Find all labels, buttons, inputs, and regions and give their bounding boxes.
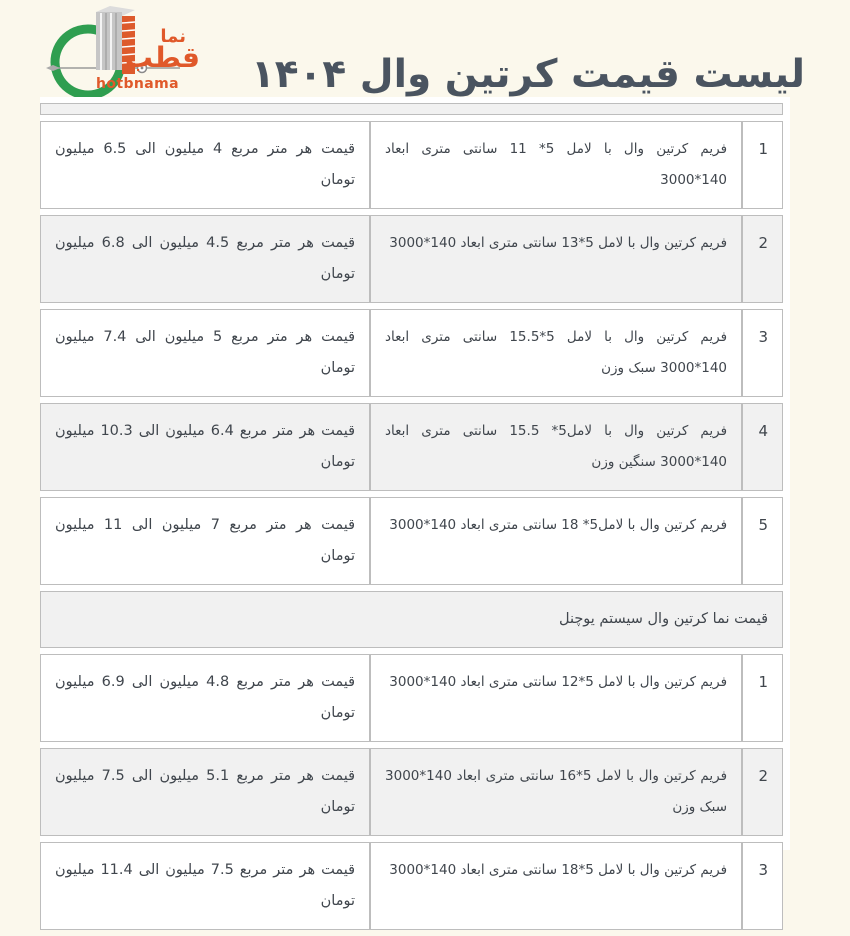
cutoff-row-group bbox=[40, 103, 783, 115]
row-number: 3 bbox=[742, 842, 783, 930]
price-table bbox=[40, 97, 783, 936]
price-cell: قیمت هر متر مربع 6.4 میلیون الی 10.3 میلیون تومان bbox=[40, 403, 370, 491]
ghotbnama-logo[interactable] bbox=[38, 4, 228, 104]
row-number: 4 bbox=[742, 403, 783, 491]
row-number: 1 bbox=[742, 121, 783, 209]
row-number: 2 bbox=[742, 748, 783, 836]
logo-persian-text-top: نما bbox=[160, 26, 186, 47]
section-header: قیمت نما کرتین وال سیستم یوچنل bbox=[40, 591, 783, 648]
cutoff-row-cell bbox=[40, 103, 783, 115]
table-row bbox=[40, 497, 783, 585]
table-row bbox=[40, 403, 783, 491]
table-row bbox=[40, 309, 783, 397]
section-header-group bbox=[40, 591, 783, 648]
row-number: 3 bbox=[742, 309, 783, 397]
table-row bbox=[40, 842, 783, 930]
section2-rows bbox=[40, 654, 783, 930]
product-description: فریم کرتین وال با لامل 5* 11 سانتی متری ابعاد 140*3000 bbox=[370, 121, 742, 209]
price-table-panel bbox=[40, 97, 790, 909]
price-cell: قیمت هر متر مربع 4 میلیون الی 6.5 میلیون تومان bbox=[40, 121, 370, 209]
product-description: فریم کرتین وال با لامل5* 18 سانتی متری ابعاد 140*3000 bbox=[370, 497, 742, 585]
cutoff-row bbox=[40, 103, 783, 115]
table-row bbox=[40, 215, 783, 303]
product-description: فریم کرتین وال با لامل 5*16 سانتی متری ابعاد 140*3000 سبک وزن bbox=[370, 748, 742, 836]
price-cell: قیمت هر متر مربع 7.5 میلیون الی 11.4 میلیون تومان bbox=[40, 842, 370, 930]
page-title: لیست قیمت کرتین وال ۱۴۰۴ bbox=[250, 52, 805, 98]
table-row bbox=[40, 748, 783, 836]
logo-persian-text-bottom: قطب bbox=[124, 41, 200, 74]
row-number: 1 bbox=[742, 654, 783, 742]
section1-rows bbox=[40, 121, 783, 585]
price-cell: قیمت هر متر مربع 4.8 میلیون الی 6.9 میلیون تومان bbox=[40, 654, 370, 742]
price-cell: قیمت هر متر مربع 5 میلیون الی 7.4 میلیون تومان bbox=[40, 309, 370, 397]
product-description: فریم کرتین وال با لامل 5*15.5 سانتی متری ابعاد 140*3000 سبک وزن bbox=[370, 309, 742, 397]
logo-latin-text: hotbnama bbox=[96, 76, 179, 92]
product-description: فریم کرتین وال با لامل 5*12 سانتی متری ابعاد 140*3000 bbox=[370, 654, 742, 742]
table-row bbox=[40, 654, 783, 742]
price-cell: قیمت هر متر مربع 5.1 میلیون الی 7.5 میلیون تومان bbox=[40, 748, 370, 836]
price-cell: قیمت هر متر مربع 4.5 میلیون الی 6.8 میلیون تومان bbox=[40, 215, 370, 303]
table-row bbox=[40, 121, 783, 209]
row-number: 5 bbox=[742, 497, 783, 585]
row-number: 2 bbox=[742, 215, 783, 303]
product-description: فریم کرتین وال با لامل 5*13 سانتی متری ابعاد 140*3000 bbox=[370, 215, 742, 303]
page-header bbox=[0, 0, 850, 97]
product-description: فریم کرتین وال با لامل 5*18 سانتی متری ابعاد 140*3000 bbox=[370, 842, 742, 930]
section-header-row bbox=[40, 591, 783, 648]
product-description: فریم کرتین وال با لامل5* 15.5 سانتی متری ابعاد 140*3000 سنگین وزن bbox=[370, 403, 742, 491]
price-cell: قیمت هر متر مربع 7 میلیون الی 11 میلیون تومان bbox=[40, 497, 370, 585]
